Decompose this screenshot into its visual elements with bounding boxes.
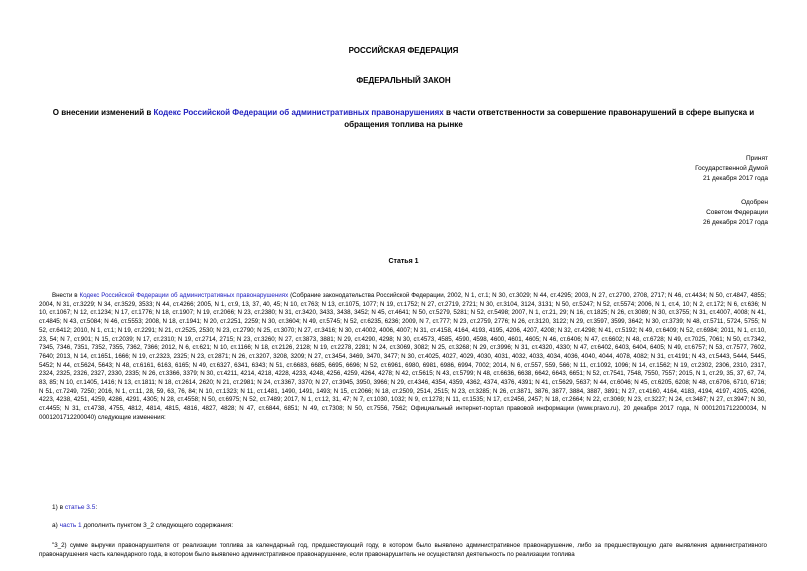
approved-block [703,198,768,228]
intro-prefix: Внести в [52,292,80,299]
approved-body: Советом Федерации [706,209,768,216]
item-a-prefix: а) [52,522,60,529]
item-a [52,522,233,529]
law-type-heading: ФЕДЕРАЛЬНЫЙ ЗАКОН [356,76,451,85]
part-1-link[interactable]: часть 1 [59,522,82,529]
law-title-prefix: О внесении изменений в [52,108,154,117]
approved-label: Одобрен [741,199,768,206]
code-link[interactable]: Кодекс Российской Федерации об административных правонарушениях [153,108,444,117]
adopted-date: 21 декабря 2017 года [702,175,768,182]
approved-date: 26 декабря 2017 года [702,219,768,226]
adopted-body: Государственной Думой [695,165,768,172]
adopted-label: Принят [745,155,768,162]
law-title-suffix: в части ответственности за совершение правонарушений в сфере выпуска и обращения топлива на рынке [344,108,755,129]
article-intro-paragraph [39,292,766,423]
law-title [40,107,767,131]
quoted-text: "3_2) сумме выручки правонарушителя от реализации топлива за календарный год, предшествующий году, в котором было выявлено административное правонарушение, либо за предшествующую дате выявления административного правонарушения часть календарного года, в котором было выявлено административное правонарушение, если правонарушитель не осуществлял деятельность по реализации топлива [39,542,767,558]
article-heading: Статья 1 [388,258,419,265]
intro-code-link[interactable]: Кодекс Российской Федерации об административных правонарушениях [79,292,289,299]
item-a-suffix: дополнить пунктом 3_2 следующего содержания: [81,522,234,529]
item-1-prefix: 1) в [52,504,65,511]
intro-body: (Собрание законодательства Российской Федерации, 2002, N 1, ст.1; N 30, ст.3029; N 44, ст.4295; 2003, N 27, ст.2700, 2708, 2717; N 46, ст.4434; N 50, ст.4847, 4855; 2004, N 31, ст.3229; N 34, ст.3529, 3533; N 44, ст.4266; 2005, N 1, ст.9, 13, 37, 40, 45; N 10, ст.763; N 13, ст.1075, 1077; N 19, ст.1752; N 27, ст.2719, 2721; N 30, ст.3104, 3124, 3131; N 50, ст.5247; N 52, ст.5574; 2006, N 1, ст.4, 10; N 2, ст.172; N 6, ст.636; N 10, ст.1067; N 12, ст.1234; N 17, ст.1776; N 18, ст.1907; N 19, ст.2066; N 23, ст.2380; N 31, ст.3420, 3433, 3438, 3452; N 45, ст.4641; N 50, ст.5279, 5281; N 52, ст.5498; 2007, N 1, ст.21, 29; N 16, ст.1825; N 26, ст.3089; N 30, ст.3755; N 31, ст.4007, 4008; N 41, ст.4845; N 43, ст.5084; N 46, ст.5553; 2008, N 18, ст.1941; N 20, ст.2251, 2259; N 30, ст.3604; N 49, ст.5745; N 52, ст.6235, 6236; 2009, N 7, ст.777; N 23, ст.2759, 2776; N 26, ст.3120, 3122; N 29, ст.3597, 3599, 3642; N 30, ст.3739; N 48, ст.5711, 5724, 5755; N 52, ст.6412; 2010, N 1, ст.1; N 19, ст.2291; N 21, ст.2525, 2530; N 23, ст.2790; N 25, ст.3070; N 27, ст.3416; N 30, ст.4002, 4006, 4007; N 31, ст.4158, 4164, 4193, 4195, 4206, 4207, 4208; N 32, ст.4298; N 41, ст.5192; N 49, ст.6409; N 52, ст.6984; 2011, N 1, ст.10, 23, 54; N 7, ст.901; N 15, ст.2039; N 17, ст.2310; N 19, ст.2714, 2715; N 23, ст.3260; N 27, ст.3873, 3881; N 29, ст.4290, 4298; N 30, ст.4573, 4585, 4590, 4598, 4600, 4601, 4605; N 46, ст.6406; N 47, ст.6602; N 48, ст.6728; N 49, ст.7025, 7061; N 50, ст.7342, 7345, 7346, 7351, 7352, 7355, 7362, 7366; 2012, N 6, ст.621; N 10, ст.1166; N 18, ст.2126, 2128; N 19, ст.2278, 2281; N 24, ст.3069, 3082; N 25, ст.3268; N 29, ст.3996; N 31, ст.4320, 4330; N 47, ст.6402, 6403, 6404, 6405; N 49, ст.6757; N 53, ст.7577, 7602, 7640; 2013, N 14, ст.1651, 1666; N 19, ст.2323, 2325; N 23, ст.2871; N 26, ст.3207, 3208, 3209; N 27, ст.3454, 3469, 3470, 3477; N 30, ст.4025, 4027, 4029, 4030, 4031, 4032, 4033, 4034, 4036, 4040, 4044, 4078, 4082; N 31, ст.4191; N 43, ст.5443, 5444, 5445, 5452; N 44, ст.5624, 5643; N 48, ст.6161, 6163, 6165; N 49, ст.6327, 6341, 6343; N 51, ст.6683, 6685, 6695, 6696; N 52, ст.6961, 6980, 6981, 6986, 6994, 7002; 2014, N 6, ст.557, 559, 566; N 11, ст.1092, 1096; N 14, ст.1562; N 19, ст.2302, 2306, 2310, 2317, 2324, 2325, 2326, 2327, 2330, 2335; N 26, ст.3366, 3379; N 30, ст.4211, 4214, 4218, 4228, 4233, 4248, 4256, 4259, 4264, 4278; N 42, ст.5615; N 43, ст.5799; N 48, ст.6636, 6638, 6642, 6643, 6651; N 52, ст.7541, 7548, 7550, 7557; 2015, N 1, ст.29, 35, 37, 67, 74, 83, 85; N 10, ст.1405, 1416; N 13, ст.1811; N 18, ст.2614, 2620; N 21, ст.2981; N 24, ст.3367, 3370; N 27, ст.3945, 3950, 3966; N 29, ст.4346, 4354, 4359, 4362, 4374, 4376, 4391; N 41, ст.5629, 5637; N 44, ст.6046; N 45, ст.6205, 6208; N 48, ст.6706, 6710, 6716; N 51, ст.7249, 7250; 2016, N 1, ст.11, 28, 59, 63, 76, 84; N 10, ст.1323; N 11, ст.1481, 1490, 1491, 1493; N 15, ст.2066; N 18, ст.2509, 2514, 2515; N 23, ст.3285; N 26, ст.3871, 3876, 3877, 3884, 3887, 3891; N 27, ст.4160, 4164, 4183, 4194, 4197, 4205, 4206, 4223, 4238, 4251, 4259, 4286, 4291, 4305; N 28, ст.4558; N 50, ст.6975; N 52, ст.7489; 2017, N 1, ст.12, 31, 47; N 7, ст.1030, 1032; N 9, ст.1278; N 11, ст.1535; N 17, ст.2456, 2457; N 18, ст.2664; N 22, ст.3069; N 23, ст.3227; N 24, ст.3487; N 27, ст.3947; N 30, ст.4455; N 31, ст.4738, 4755, 4812, 4814, 4815, 4816, 4827, 4828; N 47, ст.6844, 6851; N 49, ст.7308; N 50, ст.7556, 7562; Официальный интернет-портал правовой информации (www.pravo.ru), 20 декабря 2017 года, N 0001201712200034, N 0001201712200040) следующие изменения: [39,292,766,421]
adopted-block [695,154,768,184]
item-1-suffix: : [95,504,98,511]
article-3-5-link[interactable]: статье 3.5 [64,504,96,511]
item-1 [52,504,97,511]
country-heading: РОССИЙСКАЯ ФЕДЕРАЦИЯ [348,46,459,55]
